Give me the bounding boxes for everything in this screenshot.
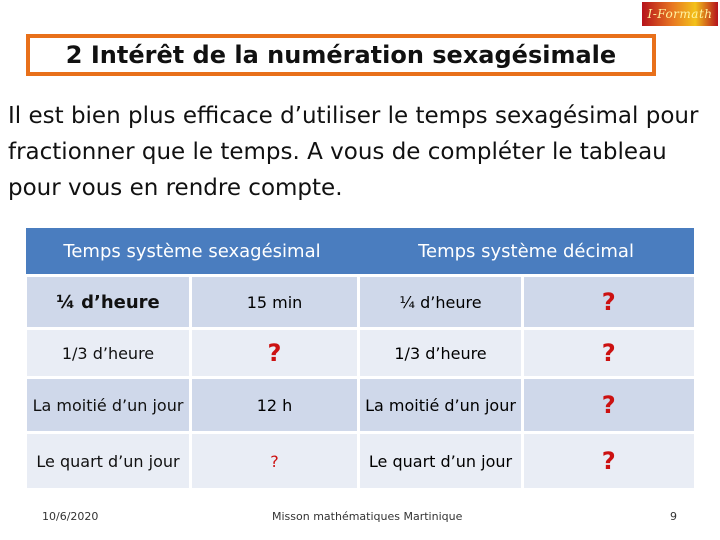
question-cell[interactable]: ? xyxy=(523,433,694,489)
logo xyxy=(642,2,718,26)
table-header-row xyxy=(26,228,694,276)
table-cell: Le quart d’un jour xyxy=(26,433,191,489)
table-row xyxy=(26,378,694,433)
footer-center: Misson mathématiques Martinique xyxy=(272,510,463,523)
intro-paragraph: Il est bien plus efficace d’utiliser le temps sexagésimal pour fractionner que le temps. A vous de compléter le tableau pour vous en rendre compte. xyxy=(8,103,699,201)
table-cell: 1/3 d’heure xyxy=(26,329,191,378)
table-cell: 1/3 d’heure xyxy=(359,329,523,378)
question-cell[interactable]: ? xyxy=(191,329,359,378)
table-row xyxy=(26,433,694,489)
table-cell: 12 h xyxy=(191,378,359,433)
page-number: 9 xyxy=(670,510,677,523)
question-cell[interactable]: ? xyxy=(523,329,694,378)
table-cell: ¼ d’heure xyxy=(359,276,523,329)
table-cell: La moitié d’un jour xyxy=(359,378,523,433)
question-cell[interactable]: ? xyxy=(523,276,694,329)
table-cell: La moitié d’un jour xyxy=(26,378,191,433)
header-decimal: Temps système décimal xyxy=(359,228,694,276)
table-row xyxy=(26,276,694,329)
question-cell[interactable]: ? xyxy=(191,433,359,489)
title-box xyxy=(26,34,656,76)
table-cell: Le quart d’un jour xyxy=(359,433,523,489)
table-cell: ¼ d’heure xyxy=(26,276,191,329)
question-cell[interactable]: ? xyxy=(523,378,694,433)
table-cell: 15 min xyxy=(191,276,359,329)
logo-text: I-Formath xyxy=(647,7,713,21)
page-title: 2 Intérêt de la numération sexagésimale xyxy=(65,41,617,69)
table-row xyxy=(26,329,694,378)
comparison-table xyxy=(24,228,694,488)
header-sexagesimal: Temps système sexagésimal xyxy=(26,228,359,276)
footer-date: 10/6/2020 xyxy=(42,510,99,523)
